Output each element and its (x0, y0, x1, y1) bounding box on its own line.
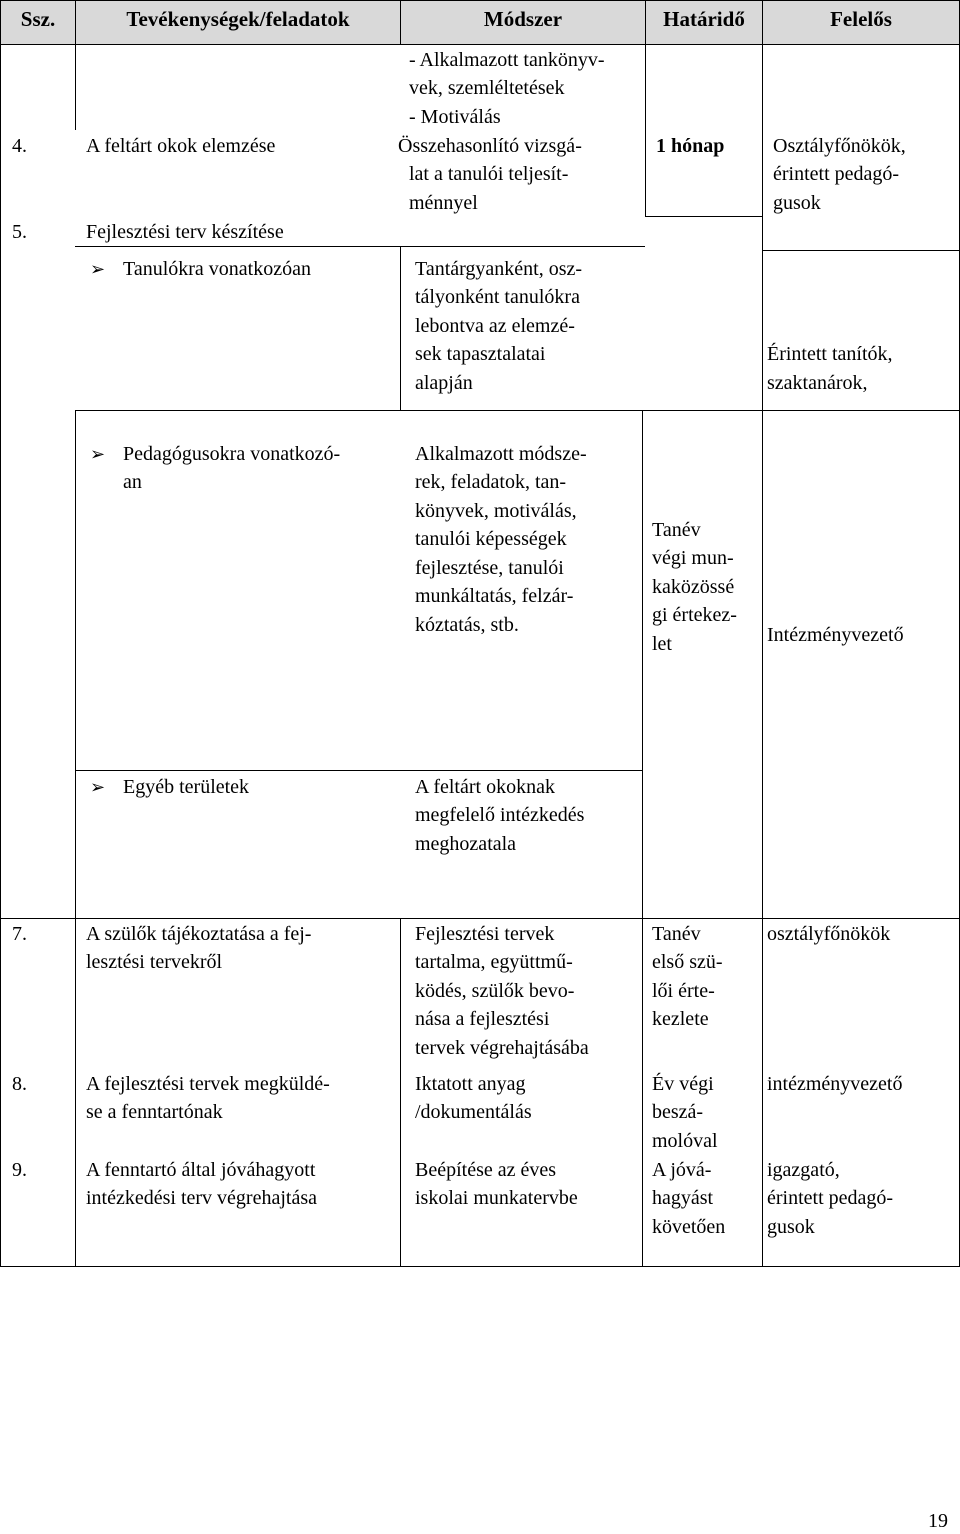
header-responsible: Felelős (830, 7, 892, 31)
row5-sub1-method-line-5: alapján (415, 372, 473, 394)
row7-method-line-3: ködés, szülők bevo- (415, 980, 575, 1002)
row4-responsible-line-2: érintett pedagó- (773, 163, 900, 185)
row5-sub1-method-line-4: sek tapasztalatai (415, 343, 546, 365)
row7-method-line-2: tartalma, együttmű- (415, 951, 573, 973)
row5-task: Fejlesztési terv készítése (86, 221, 284, 243)
row5-sub2-deadline-line-1: Tanév (652, 519, 701, 541)
row9-responsible-line-1: igazgató, (767, 1159, 840, 1181)
column-divider-2-sub1 (400, 246, 401, 410)
row8-method-line-1: Iktatott anyag (415, 1073, 526, 1095)
column-divider-4 (762, 0, 763, 1266)
row5-sub1-method-line-3: lebontva az elemzé- (415, 315, 575, 337)
row5-sub2-deadline-line-4: gi értekez- (652, 604, 737, 626)
row8-task-line-2: se a fenntartónak (86, 1101, 223, 1123)
row9-method-line-1: Beépítése az éves (415, 1159, 557, 1181)
row7-deadline-line-2: első szü- (652, 951, 723, 973)
row7-method-line-5: tervek végrehajtásába (415, 1037, 589, 1059)
top-method-line-2: vek, szemléltetések (409, 77, 565, 99)
row4-number: 4. (12, 135, 27, 157)
table-bottom-border (0, 1266, 960, 1267)
row5-sub3-method-line-2: megfelelő intézkedés (415, 804, 585, 826)
row9-method-line-2: iskolai munkatervbe (415, 1187, 578, 1209)
row8-responsible: intézményvezető (767, 1073, 903, 1095)
row5-sub2-task-line-1: Pedagógusokra vonatkozó- (123, 443, 341, 465)
bullet-arrow-icon: ➢ (90, 777, 106, 797)
bullet-arrow-icon: ➢ (90, 259, 106, 279)
row9-responsible-line-2: érintett pedagó- (767, 1187, 894, 1209)
row4-method-line-3: ménnyel (409, 192, 478, 214)
row5-sub2-method-line-5: fejlesztése, tanulói (415, 557, 564, 579)
row4-method-line-1: Összehasonlító vizsgá- (398, 135, 582, 157)
row5-sub1-responsible-line-1: Érintett tanítók, (767, 343, 893, 365)
row7-deadline-line-1: Tanév (652, 923, 701, 945)
row8-number: 8. (12, 1073, 27, 1095)
row-1hónap-bottom-border (645, 216, 763, 217)
row5-sub1-method-line-1: Tantárgyanként, osz- (415, 258, 583, 280)
row5-sub2-method-line-3: könyvek, motiválás, (415, 500, 577, 522)
row9-task-line-2: intézkedési terv végrehajtása (86, 1187, 317, 1209)
top-method-line-1: - Alkalmazott tankönyv- (409, 49, 605, 71)
column-divider-2-top (400, 0, 401, 44)
header-tasks: Tevékenységek/feladatok (126, 7, 350, 31)
row8-task-line-1: A fejlesztési tervek megküldé- (86, 1073, 330, 1095)
row5-sub3-method-line-3: meghozatala (415, 833, 517, 855)
top-method-line-3: - Motiválás (409, 106, 501, 128)
row5-sub1-task: Tanulókra vonatkozóan (123, 258, 311, 280)
row5-sub2-deadline-line-2: végi mun- (652, 547, 734, 569)
row5-sub3-top-border (75, 770, 643, 771)
row5-sub1-responsible-line-2: szaktanárok, (767, 372, 868, 394)
header-ssz: Ssz. (20, 7, 56, 31)
row5-sub2-method-line-6: munkáltatás, felzár- (415, 585, 574, 607)
row7-responsible: osztályfőnökök (767, 923, 891, 945)
row5-sub2-task-line-2: an (123, 471, 142, 493)
row5-sub1-method-line-2: tályonként tanulókra (415, 286, 580, 308)
header-bottom-border (0, 44, 960, 45)
row7-deadline-line-3: lői érte- (652, 980, 715, 1002)
row8-deadline-line-3: molóval (652, 1130, 718, 1152)
column-divider-3 (645, 0, 646, 216)
row7-method-line-1: Fejlesztési tervek (415, 923, 555, 945)
row9-deadline-line-1: A jóvá- (652, 1159, 712, 1181)
row8-method-line-2: /dokumentálás (415, 1101, 532, 1123)
row5-sub2-method-line-2: rek, feladatok, tan- (415, 471, 567, 493)
row9-task-line-1: A fenntartó által jóváhagyott (86, 1159, 316, 1181)
responsible-sub-border (762, 250, 960, 251)
row7-top-border (0, 918, 960, 919)
row4-responsible-line-1: Osztályfőnökök, (773, 135, 906, 157)
row9-responsible-line-3: gusok (767, 1216, 815, 1238)
row7-number: 7. (12, 923, 27, 945)
column-divider-3-mid (642, 410, 643, 1266)
row5-number: 5. (12, 221, 27, 243)
row5-sub2-responsible: Intézményvezető (767, 624, 904, 646)
row7-task-line-2: lesztési tervekről (86, 951, 223, 973)
header-method: Módszer (483, 7, 563, 31)
row5-sub2-deadline-line-3: kaközössé (652, 576, 735, 598)
row5-sub2-method-line-7: kóztatás, stb. (415, 614, 519, 636)
page-number: 19 (928, 1510, 948, 1532)
row5-sub3-task: Egyéb területek (123, 776, 250, 798)
bullet-arrow-icon: ➢ (90, 444, 106, 464)
row5-sub2-top-border (75, 410, 960, 411)
row9-deadline-line-3: követően (652, 1216, 726, 1238)
row5-sub2-method-line-4: tanulói képességek (415, 528, 567, 550)
row4-task: A feltárt okok elemzése (86, 135, 276, 157)
row8-deadline-line-2: beszá- (652, 1101, 704, 1123)
row7-task-line-1: A szülők tájékoztatása a fej- (86, 923, 312, 945)
row9-number: 9. (12, 1159, 27, 1181)
row4-method-line-2: lat a tanulói teljesít- (409, 163, 569, 185)
row8-deadline-line-1: Év végi (652, 1073, 714, 1095)
row4-deadline: 1 hónap (656, 135, 725, 157)
row4-responsible-line-3: gusok (773, 192, 821, 214)
column-divider-2-lower (400, 918, 401, 1266)
column-divider-1 (75, 0, 76, 130)
header-deadline: Határidő (663, 7, 745, 31)
row7-deadline-line-4: kezlete (652, 1008, 709, 1030)
row9-deadline-line-2: hagyást (652, 1187, 714, 1209)
row5-sub2-deadline-line-5: let (652, 633, 672, 655)
column-divider-1-lower (75, 410, 76, 1266)
row7-method-line-4: nása a fejlesztési (415, 1008, 550, 1030)
table-border-left (0, 0, 1, 1266)
row5-sub2-method-line-1: Alkalmazott módsze- (415, 443, 587, 465)
row5-sub3-method-line-1: A feltárt okoknak (415, 776, 555, 798)
table-border-top (0, 0, 960, 1)
